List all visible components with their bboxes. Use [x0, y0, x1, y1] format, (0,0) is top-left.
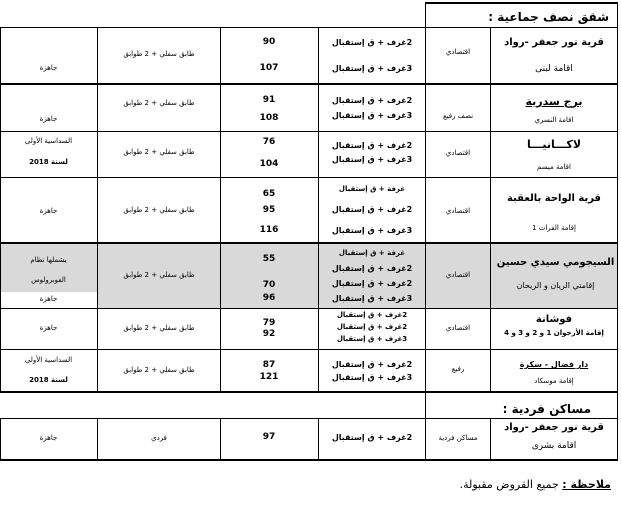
row-line: [0, 27, 618, 28]
row-area: 91: [262, 95, 276, 105]
row-line: [0, 418, 618, 419]
row-area: 79: [262, 318, 276, 328]
row-rooms: 3غرف + ق إستقبال: [336, 335, 408, 343]
row-sub: اقامة ميسم: [537, 163, 571, 171]
row-sub: إقامة موسكاد: [534, 377, 574, 385]
row-status: السداسية الأولى: [24, 137, 73, 145]
row-floors: طابق سفلي + 2 طوابق: [123, 324, 195, 332]
row-line: [0, 177, 618, 178]
row-rooms: 3غرف + ق إستقبال: [331, 373, 413, 382]
row-rooms: 2غرف + ق إستقبال: [331, 360, 413, 369]
row-line: [0, 391, 618, 393]
col-line: [425, 418, 426, 460]
section-title-group: شقق نصف جماعية :: [488, 10, 609, 24]
row-status: جاهزة: [39, 324, 58, 332]
individual-area: 97: [262, 432, 276, 442]
row-name: دار فضال - سكرة: [519, 360, 589, 369]
row-type: اقتصادي: [445, 48, 471, 56]
row-area: 87: [262, 360, 276, 370]
row-floors: طابق سفلي + 2 طوابق: [123, 99, 195, 107]
row-area: 96: [262, 293, 276, 303]
header-right-border: [617, 2, 618, 28]
individual-type: مساكن فردية: [438, 434, 478, 442]
row-type: رفيع: [451, 365, 465, 373]
row-area: 70: [262, 280, 276, 290]
row-line: [0, 349, 618, 350]
col-line: [617, 27, 618, 391]
row-line: [0, 242, 618, 244]
row-line: [0, 459, 618, 461]
row-status: السداسية الأولى: [24, 356, 73, 364]
row-area: 65: [262, 189, 276, 199]
row-floors: طابق سفلي + 2 طوابق: [123, 206, 195, 214]
row-rooms: 3غرف + ق إستقبال: [331, 111, 413, 120]
col-line: [318, 418, 319, 460]
row-status: الفوبرولوس: [31, 276, 66, 284]
note-label: ملاحظة :: [562, 478, 611, 491]
col-line: [97, 27, 98, 391]
individual-name: قرية نور جعفر -رواد: [504, 422, 604, 433]
col-line: [0, 27, 1, 391]
col-line: [220, 418, 221, 460]
row-type: اقتصادي: [445, 324, 471, 332]
col-line: [97, 418, 98, 460]
note: [460, 478, 611, 491]
row-area: 92: [262, 329, 276, 339]
row-rooms: 2غرف + ق إستقبال: [331, 264, 413, 273]
row-line: [0, 131, 618, 132]
row-area: 121: [259, 372, 279, 382]
row-rooms: 2غرف + ق إستقبال: [331, 96, 413, 105]
row-rooms: 2غرف + ق إستقبال: [331, 279, 413, 288]
row-name: قرية الواحة بالعقبة: [507, 193, 601, 204]
col-line: [490, 27, 491, 391]
row-floors: طابق سفلي + 2 طوابق: [123, 271, 195, 279]
row-name: فوشانة: [535, 314, 573, 325]
individual-status: جاهزة: [39, 434, 58, 442]
row-area: 95: [262, 205, 276, 215]
row-rooms: غرفة + ق إستقبال: [338, 249, 406, 257]
header-left-border: [425, 2, 426, 28]
col-line: [617, 418, 618, 460]
row-line: [0, 308, 618, 309]
row-floors: طابق سفلي + 2 طوابق: [123, 50, 195, 58]
row-sub: إقامة الفرات 1: [532, 224, 576, 232]
row-type: اقتصادي: [445, 207, 471, 215]
row-rooms: 2غرف + ق إستقبال: [336, 311, 408, 319]
row-area: 76: [262, 137, 276, 147]
row-sub: إقامتي الريان و الريحان: [516, 281, 595, 290]
row-status: جاهزة: [39, 207, 58, 215]
row-area: 90: [262, 37, 276, 47]
row-sub: إقامة الأرجوان 1 و 2 و 3 و 4: [504, 329, 604, 337]
row-status: جاهزة: [39, 295, 58, 303]
row-status: يشملها نظام: [30, 256, 67, 264]
row-rooms: 3غرف + ق إستقبال: [331, 64, 413, 73]
row-floors: طابق سفلي + 2 طوابق: [123, 148, 195, 156]
row-name: السيجومي سيدي حسين: [496, 257, 615, 268]
col-line: [490, 418, 491, 460]
col-line: [318, 27, 319, 391]
row-floors: طابق سفلي + 2 طوابق: [123, 366, 195, 374]
row-status: جاهزة: [39, 115, 58, 123]
row-type: اقتصادي: [445, 149, 471, 157]
row-name: قرية نور جعفر -رواد: [504, 37, 604, 48]
individual-floors: فردي: [151, 434, 167, 442]
section2-right-border: [617, 391, 618, 419]
row-rooms: 2غرف + ق إستقبال: [331, 141, 413, 150]
individual-sub: اقامة بشرى: [531, 441, 577, 451]
row-line: [0, 83, 618, 85]
row-sub: اقامة النسري: [534, 116, 574, 124]
section2-left-border: [425, 391, 426, 419]
row-area: 107: [259, 63, 279, 73]
col-line: [220, 27, 221, 391]
row-status: جاهزة: [39, 64, 58, 72]
row-rooms: 2غرف + ق إستقبال: [336, 323, 408, 331]
note-text: جميع القروض مقبولة.: [459, 478, 559, 491]
row-status: لسنة 2018: [29, 376, 68, 384]
row-area: 104: [259, 159, 279, 169]
row-name: برج سدرية: [525, 95, 583, 108]
row-status: لسنة 2018: [29, 158, 68, 166]
row-rooms: 2غرف + ق إستقبال: [331, 38, 413, 47]
row-area: 108: [259, 113, 279, 123]
row-type: اقتصادي: [445, 271, 471, 279]
individual-rooms: 2غرف + ق إستقبال: [331, 433, 413, 442]
row-type: نصف رفيع: [442, 112, 474, 120]
row-sub: اقامة لبنى: [535, 64, 573, 74]
row-area: 116: [259, 225, 279, 235]
row-rooms: 3غرف + ق إستقبال: [331, 155, 413, 164]
row-rooms: 2غرف + ق إستقبال: [331, 205, 413, 214]
row-area: 55: [262, 254, 276, 264]
row-rooms: 3غرف + ق إستقبال: [331, 226, 413, 235]
row-rooms: 3غرف + ق إستقبال: [331, 294, 413, 303]
top-border: [425, 2, 618, 4]
section-title-individual: مساكن فردية :: [502, 402, 591, 416]
col-line: [0, 418, 1, 460]
col-line: [425, 27, 426, 391]
row-name: لاكـــانيـــا: [526, 138, 582, 151]
row-rooms: غرفة + ق إستقبال: [338, 185, 406, 193]
